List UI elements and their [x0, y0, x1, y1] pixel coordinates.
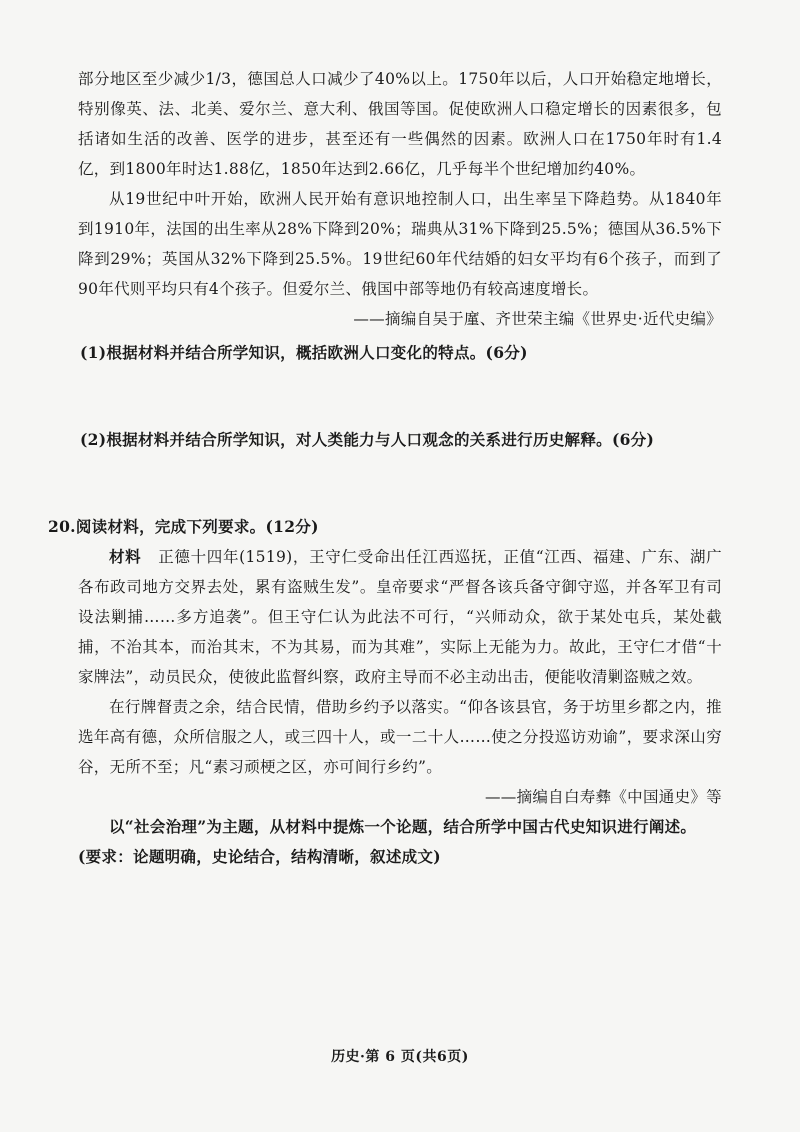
question-20-prompt: 阅读材料，完成下列要求。(12分) — [75, 517, 319, 536]
question-20-material — [78, 542, 722, 872]
question-19-1 — [80, 338, 724, 368]
question-20-title — [48, 512, 722, 542]
page-footer: 历史·第 6 页(共6页) — [331, 1049, 469, 1065]
question-20-paragraph-1-text: 正德十四年(1519)，王守仁受命出任江西巡抚，正值“江西、福建、广东、湖广各布政司地方交界去处，累有盗贼生发”。皇帝要求“严督各该兵备守御守巡，并各军卫有司设法剿捕……多方追袭”。但王守仁认为此法不可行，“兴师动众，欲于某处屯兵，某处截捕，不治其本，而治其末，不为其易，而为其难”，实际上无能为力。故此，王守仁才借“十家牌法”，动员民众，使彼此监督纠察，政府主导而不必主动出击，便能收清剿盗贼之效。 — [78, 548, 722, 686]
question-19-2-text: (2)根据材料并结合所学知识，对人类能力与人口观念的关系进行历史解释。(6分) — [80, 430, 655, 449]
question-20-source: ——摘编自白寿彝《中国通史》等 — [484, 788, 722, 806]
question-20-paragraph-2: 在行牌督责之余，结合民情，借助乡约予以落实。“仰各该县官，务于坊里乡都之内，推选年高有德，众所信服之人，或三四十人，或一二十人……使之分投巡访劝谕”，要求深山穷谷，无所不至；凡“素习顽梗之区，亦可间行乡约”。 — [78, 698, 722, 776]
question-20-number: 20. — [48, 517, 76, 536]
material-19-source: ——摘编自吴于廑、齐世荣主编《世界史·近代史编》 — [353, 310, 722, 328]
material-19-section — [78, 64, 722, 334]
question-20-requirements: (要求：论题明确，史论结合，结构清晰，叙述成文) — [78, 847, 441, 866]
material-19-paragraph-1: 部分地区至少减少1/3，德国总人口减少了40%以上。1750年以后，人口开始稳定地增长，特别像英、法、北美、爱尔兰、意大利、俄国等国。促使欧洲人口稳定增长的因素很多，包括诸如生活的改善、医学的进步，甚至还有一些偶然的因素。欧洲人口在1750年时有1.4亿，到1800年时达1.88亿，1850年达到2.66亿，几乎每半个世纪增加约40%。 — [78, 70, 722, 178]
question-20-paragraph-1 — [78, 542, 722, 692]
material-label: 材料 — [109, 547, 142, 566]
question-20-header — [48, 512, 722, 542]
question-19-1-text: (1)根据材料并结合所学知识，概括欧洲人口变化的特点。(6分) — [80, 343, 528, 362]
question-19-2 — [80, 425, 724, 455]
question-20-task: 以“社会治理”为主题，从材料中提炼一个论题，结合所学中国古代史知识进行阐述。 — [109, 817, 697, 836]
material-19-paragraph-2: 从19世纪中叶开始，欧洲人民开始有意识地控制人口，出生率呈下降趋势。从1840年到1910年，法国的出生率从28%下降到20%；瑞典从31%下降到25.5%；德国从36.5%下降到29%；英国从32%下降到25.5%。19世纪60年代结婚的妇女平均有6个孩子，而到了90年代则平均只有4个孩子。但爱尔兰、俄国中部等地仍有较高速度增长。 — [78, 190, 722, 298]
